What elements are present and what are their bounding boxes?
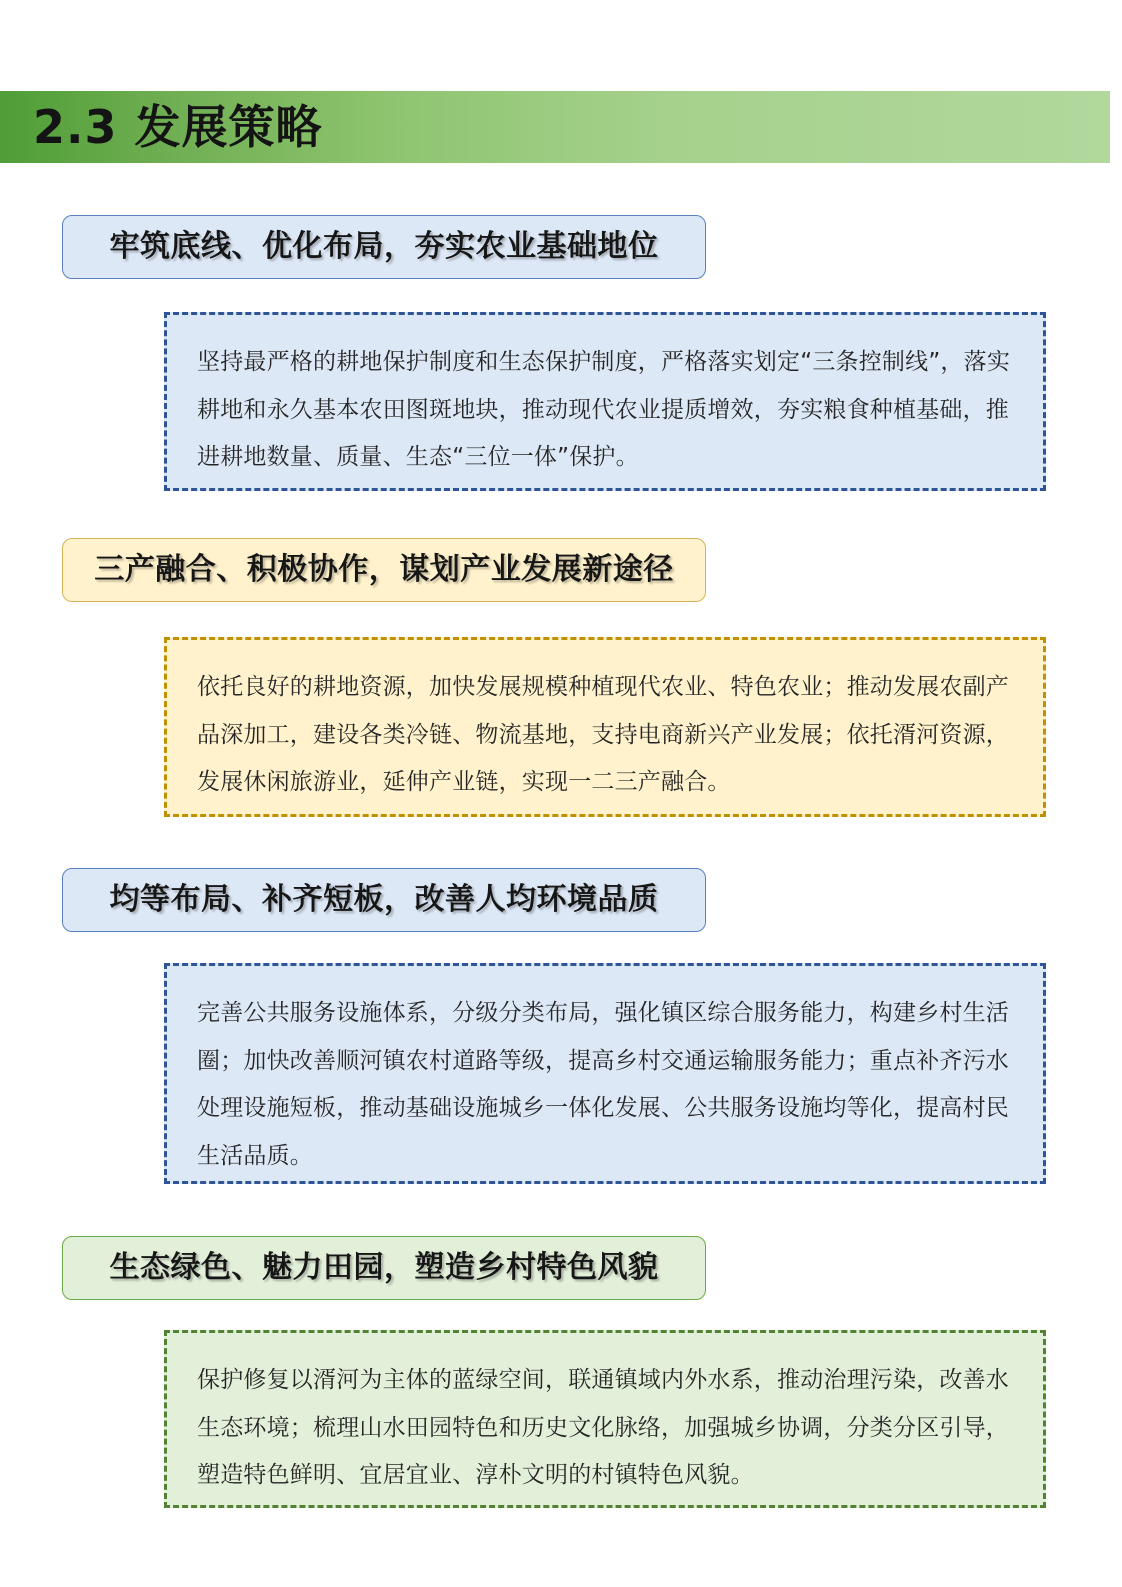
strategy-body-box-1 — [164, 312, 1046, 491]
strategy-body-box-2 — [164, 637, 1046, 817]
strategy-heading-3: 均等布局、补齐短板，改善人均环境品质 — [62, 868, 706, 932]
strategy-body-box-3 — [164, 963, 1046, 1184]
strategy-heading-4: 生态绿色、魅力田园，塑造乡村特色风貌 — [62, 1236, 706, 1300]
strategy-body-text-2: 依托良好的耕地资源，加快发展规模种植现代农业、特色农业；推动发展农副产品深加工，建设各类冷链、物流基地，支持电商新兴产业发展；依托湑河资源，发展休闲旅游业，延伸产业链，实现一二三产融合。 — [197, 674, 1009, 795]
strategy-body-box-4 — [164, 1330, 1046, 1508]
strategy-heading-1: 牢筑底线、优化布局，夯实农业基础地位 — [62, 215, 706, 279]
strategy-body-text-3: 完善公共服务设施体系，分级分类布局，强化镇区综合服务能力，构建乡村生活圈；加快改善顺河镇农村道路等级，提高乡村交通运输服务能力；重点补齐污水处理设施短板，推动基础设施城乡一体化发展、公共服务设施均等化，提高村民生活品质。 — [197, 1000, 1009, 1169]
section-header-band — [0, 91, 1110, 163]
strategy-heading-2: 三产融合、积极协作，谋划产业发展新途径 — [62, 538, 706, 602]
strategy-body-text-4: 保护修复以湑河为主体的蓝绿空间，联通镇域内外水系，推动治理污染，改善水生态环境；梳理山水田园特色和历史文化脉络，加强城乡协调，分类分区引导，塑造特色鲜明、宜居宜业、淳朴文明的村镇特色风貌。 — [197, 1367, 1009, 1488]
section-title: 2.3 发展策略 — [33, 100, 323, 154]
strategy-body-text-1: 坚持最严格的耕地保护制度和生态保护制度，严格落实划定“三条控制线”，落实耕地和永久基本农田图斑地块，推动现代农业提质增效，夯实粮食种植基础，推进耕地数量、质量、生态“三位一体”保护。 — [197, 349, 1011, 470]
